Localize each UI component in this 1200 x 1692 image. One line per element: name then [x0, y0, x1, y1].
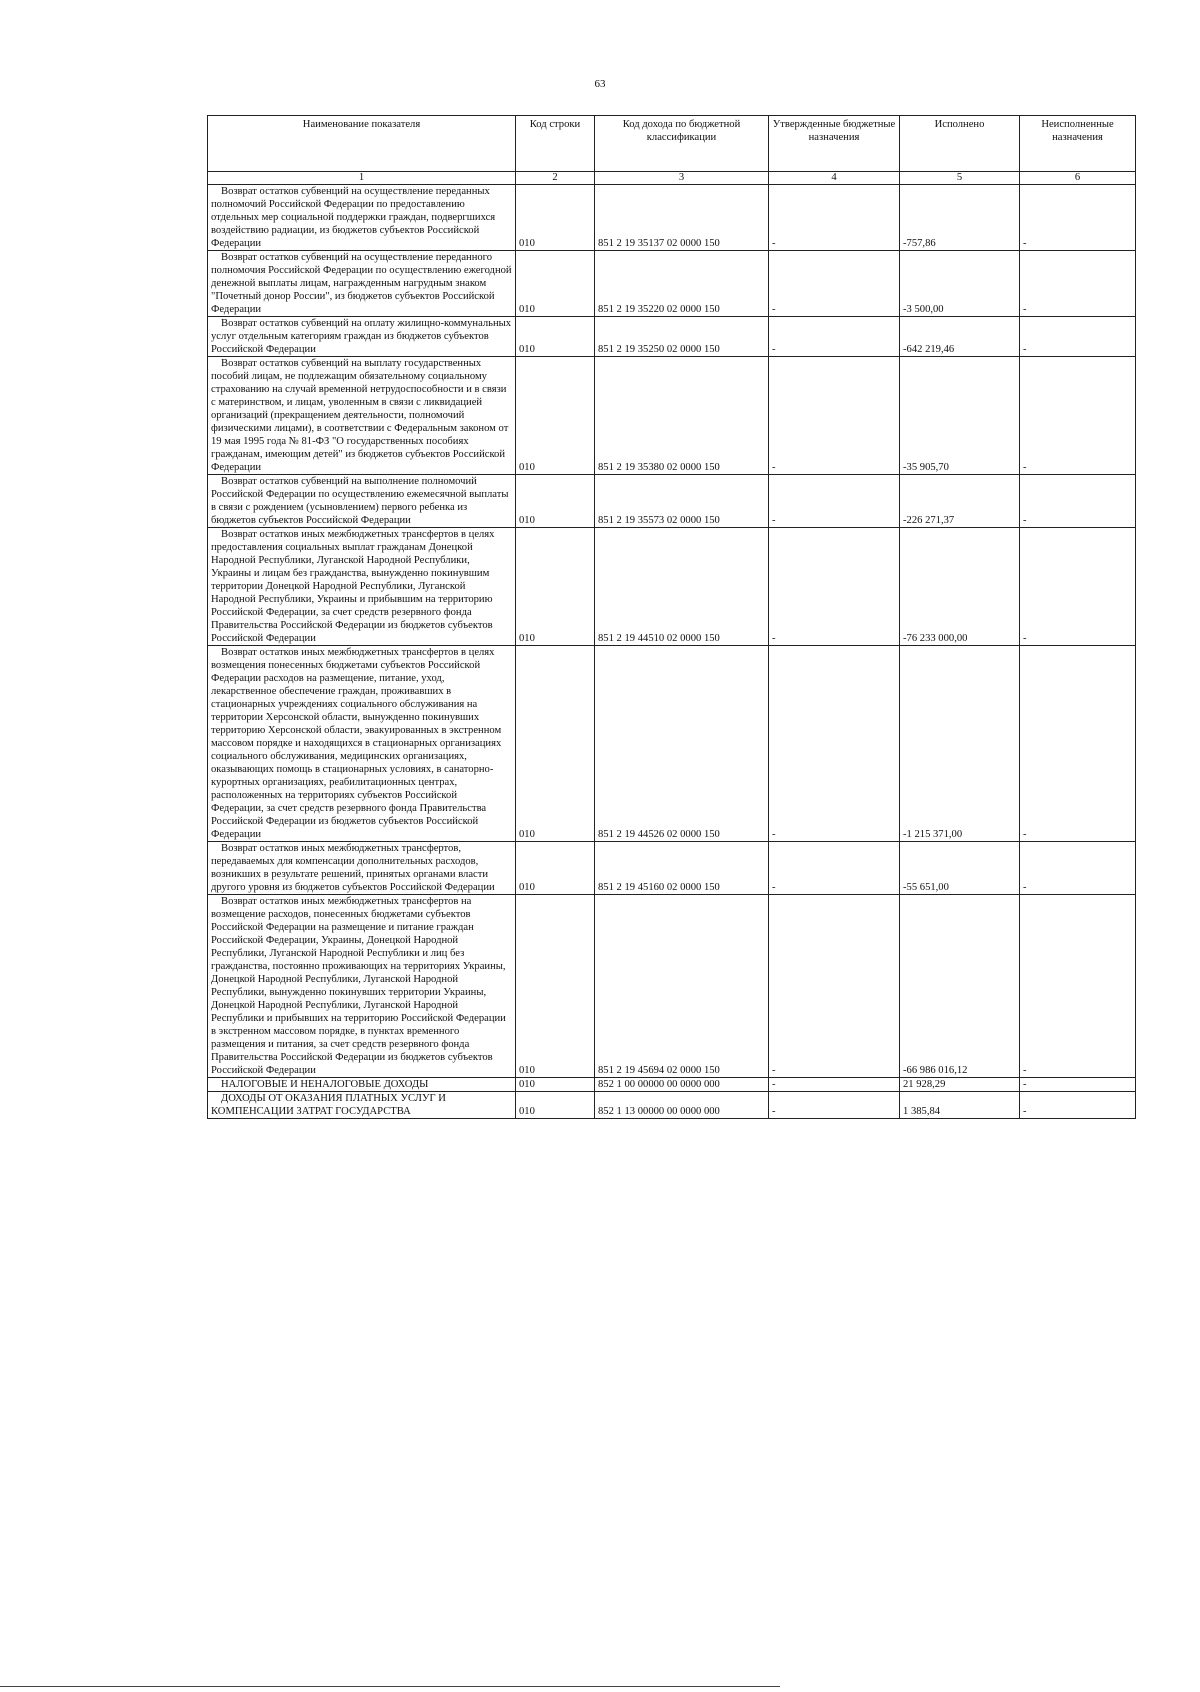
header-executed: Исполнено [900, 116, 1020, 172]
column-number: 6 [1020, 172, 1136, 185]
approved-value: - [769, 251, 900, 317]
column-number: 5 [900, 172, 1020, 185]
income-code: 851 2 19 35250 02 0000 150 [595, 317, 769, 357]
approved-value: - [769, 475, 900, 528]
header-row-code: Код строки [516, 116, 595, 172]
row-code: 010 [516, 357, 595, 475]
table-row [208, 1078, 1136, 1092]
header-income-code: Код дохода по бюджетной классификации [595, 116, 769, 172]
income-code: 851 2 19 44510 02 0000 150 [595, 528, 769, 646]
approved-value: - [769, 528, 900, 646]
approved-value: - [769, 185, 900, 251]
row-code: 010 [516, 842, 595, 895]
table-row [208, 1092, 1136, 1119]
executed-value: 1 385,84 [900, 1092, 1020, 1119]
table-row [208, 251, 1136, 317]
column-number: 2 [516, 172, 595, 185]
column-number: 1 [208, 172, 516, 185]
row-code: 010 [516, 646, 595, 842]
income-code: 852 1 00 00000 00 0000 000 [595, 1078, 769, 1092]
executed-value: -66 986 016,12 [900, 895, 1020, 1078]
executed-value: -3 500,00 [900, 251, 1020, 317]
indicator-name: Возврат остатков субвенций на осуществление переданных полномочий Российской Федерации по предоставлению отдельных мер социальной поддержки граждан, подвергшихся воздействию радиации, из бюджетов субъектов Российской Федерации [208, 185, 516, 251]
row-code: 010 [516, 895, 595, 1078]
income-code: 852 1 13 00000 00 0000 000 [595, 1092, 769, 1119]
indicator-name: Возврат остатков иных межбюджетных трансфертов, передаваемых для компенсации дополнительных расходов, возникших в результате решений, принятых органами власти другого уровня из бюджетов субъектов Российской Федерации [208, 842, 516, 895]
unexecuted-value: - [1020, 646, 1136, 842]
unexecuted-value: - [1020, 357, 1136, 475]
approved-value: - [769, 357, 900, 475]
income-code: 851 2 19 45694 02 0000 150 [595, 895, 769, 1078]
approved-value: - [769, 1092, 900, 1119]
page-bottom-rule [0, 1686, 780, 1687]
approved-value: - [769, 317, 900, 357]
row-code: 010 [516, 1078, 595, 1092]
indicator-name: НАЛОГОВЫЕ И НЕНАЛОГОВЫЕ ДОХОДЫ [208, 1078, 516, 1092]
approved-value: - [769, 1078, 900, 1092]
unexecuted-value: - [1020, 251, 1136, 317]
approved-value: - [769, 646, 900, 842]
executed-value: -1 215 371,00 [900, 646, 1020, 842]
indicator-name: Возврат остатков субвенций на осуществление переданного полномочия Российской Федерации по осуществлению ежегодной денежной выплаты лицам, награжденным нагрудным знаком "Почетный донор России", из бюджетов субъектов Российской Федерации [208, 251, 516, 317]
table-row [208, 357, 1136, 475]
unexecuted-value: - [1020, 1092, 1136, 1119]
column-number: 3 [595, 172, 769, 185]
unexecuted-value: - [1020, 528, 1136, 646]
income-code: 851 2 19 44526 02 0000 150 [595, 646, 769, 842]
header-indicator-name: Наименование показателя [208, 116, 516, 172]
approved-value: - [769, 895, 900, 1078]
income-code: 851 2 19 35137 02 0000 150 [595, 185, 769, 251]
header-approved: Утвержденные бюджетные назначения [769, 116, 900, 172]
row-code: 010 [516, 251, 595, 317]
indicator-name: Возврат остатков иных межбюджетных трансфертов в целях возмещения понесенных бюджетами субъектов Российской Федерации расходов на размещение, питание, уход, лекарственное обеспечение граждан, проживавших в стационарных учреждениях социального обслуживания на территории Херсонской области, вынужденно покинувших территорию Херсонской области, эвакуированных в экстренном массовом порядке и находящихся в стационарных организациях социального обслуживания, медицинских организациях, оказывающих помощь в стационарных условиях, в санаторно-курортных организациях, реабилитационных центрах, расположенных на территориях субъектов Российской Федерации, за счет средств резервного фонда Правительства Российской Федерации из бюджетов субъектов Российской Федерации [208, 646, 516, 842]
unexecuted-value: - [1020, 185, 1136, 251]
page-number: 63 [594, 78, 606, 90]
executed-value: 21 928,29 [900, 1078, 1020, 1092]
row-code: 010 [516, 1092, 595, 1119]
row-code: 010 [516, 528, 595, 646]
table-row [208, 528, 1136, 646]
income-code: 851 2 19 35380 02 0000 150 [595, 357, 769, 475]
column-number-row [208, 172, 1136, 185]
table-row [208, 475, 1136, 528]
executed-value: -226 271,37 [900, 475, 1020, 528]
table-row [208, 185, 1136, 251]
executed-value: -35 905,70 [900, 357, 1020, 475]
header-unexecuted: Неисполненные назначения [1020, 116, 1136, 172]
executed-value: -55 651,00 [900, 842, 1020, 895]
row-code: 010 [516, 475, 595, 528]
income-code: 851 2 19 35573 02 0000 150 [595, 475, 769, 528]
column-number: 4 [769, 172, 900, 185]
table-row [208, 317, 1136, 357]
unexecuted-value: - [1020, 842, 1136, 895]
indicator-name: Возврат остатков иных межбюджетных трансфертов в целях предоставления социальных выплат гражданам Донецкой Народной Республики, Луганской Народной Республики, Украины и лицам без гражданства, вынужденно покинувшим территории Донецкой Народной Республики, Луганской Народной Республики, Украины и прибывшим на территорию Российской Федерации, за счет средств резервного фонда Правительства Российской Федерации из бюджетов субъектов Российской Федерации [208, 528, 516, 646]
indicator-name: Возврат остатков субвенций на выполнение полномочий Российской Федерации по осуществлению ежемесячной выплаты в связи с рождением (усыновлением) первого ребенка из бюджетов субъектов Российской Федерации [208, 475, 516, 528]
table-row [208, 646, 1136, 842]
income-code: 851 2 19 35220 02 0000 150 [595, 251, 769, 317]
indicator-name: Возврат остатков субвенций на оплату жилищно-коммунальных услуг отдельным категориям граждан из бюджетов субъектов Российской Федерации [208, 317, 516, 357]
unexecuted-value: - [1020, 475, 1136, 528]
income-code: 851 2 19 45160 02 0000 150 [595, 842, 769, 895]
row-code: 010 [516, 185, 595, 251]
budget-report-table [207, 115, 1136, 1119]
indicator-name: Возврат остатков субвенций на выплату государственных пособий лицам, не подлежащим обязательному социальному страхованию на случай временной нетрудоспособности и в связи с материнством, и лицам, уволенным в связи с ликвидацией организаций (прекращением деятельности, полномочий физическими лицами), в соответствии с Федеральным законом от 19 мая 1995 года № 81-ФЗ "О государственных пособиях гражданам, имеющим детей" из бюджетов субъектов Российской Федерации [208, 357, 516, 475]
row-code: 010 [516, 317, 595, 357]
indicator-name: Возврат остатков иных межбюджетных трансфертов на возмещение расходов, понесенных бюджетами субъектов Российской Федерации на размещение и питание граждан Российской Федерации, Украины, Донецкой Народной Республики, Луганской Народной Республики и лиц без гражданства, постоянно проживающих на территориях Украины, Донецкой Народной Республики, Луганской Народной Республики, вынужденно покинувших территории Украины, Донецкой Народной Республики, Луганской Народной Республики и прибывших на территорию Российской Федерации в экстренном массовом порядке, в пунктах временного размещения и питания, за счет средств резервного фонда Правительства Российской Федерации из бюджетов субъектов Российской Федерации [208, 895, 516, 1078]
unexecuted-value: - [1020, 1078, 1136, 1092]
indicator-name: ДОХОДЫ ОТ ОКАЗАНИЯ ПЛАТНЫХ УСЛУГ И КОМПЕНСАЦИИ ЗАТРАТ ГОСУДАРСТВА [208, 1092, 516, 1119]
table-row [208, 842, 1136, 895]
unexecuted-value: - [1020, 895, 1136, 1078]
executed-value: -642 219,46 [900, 317, 1020, 357]
header-row [208, 116, 1136, 172]
executed-value: -757,86 [900, 185, 1020, 251]
executed-value: -76 233 000,00 [900, 528, 1020, 646]
table-row [208, 895, 1136, 1078]
unexecuted-value: - [1020, 317, 1136, 357]
approved-value: - [769, 842, 900, 895]
